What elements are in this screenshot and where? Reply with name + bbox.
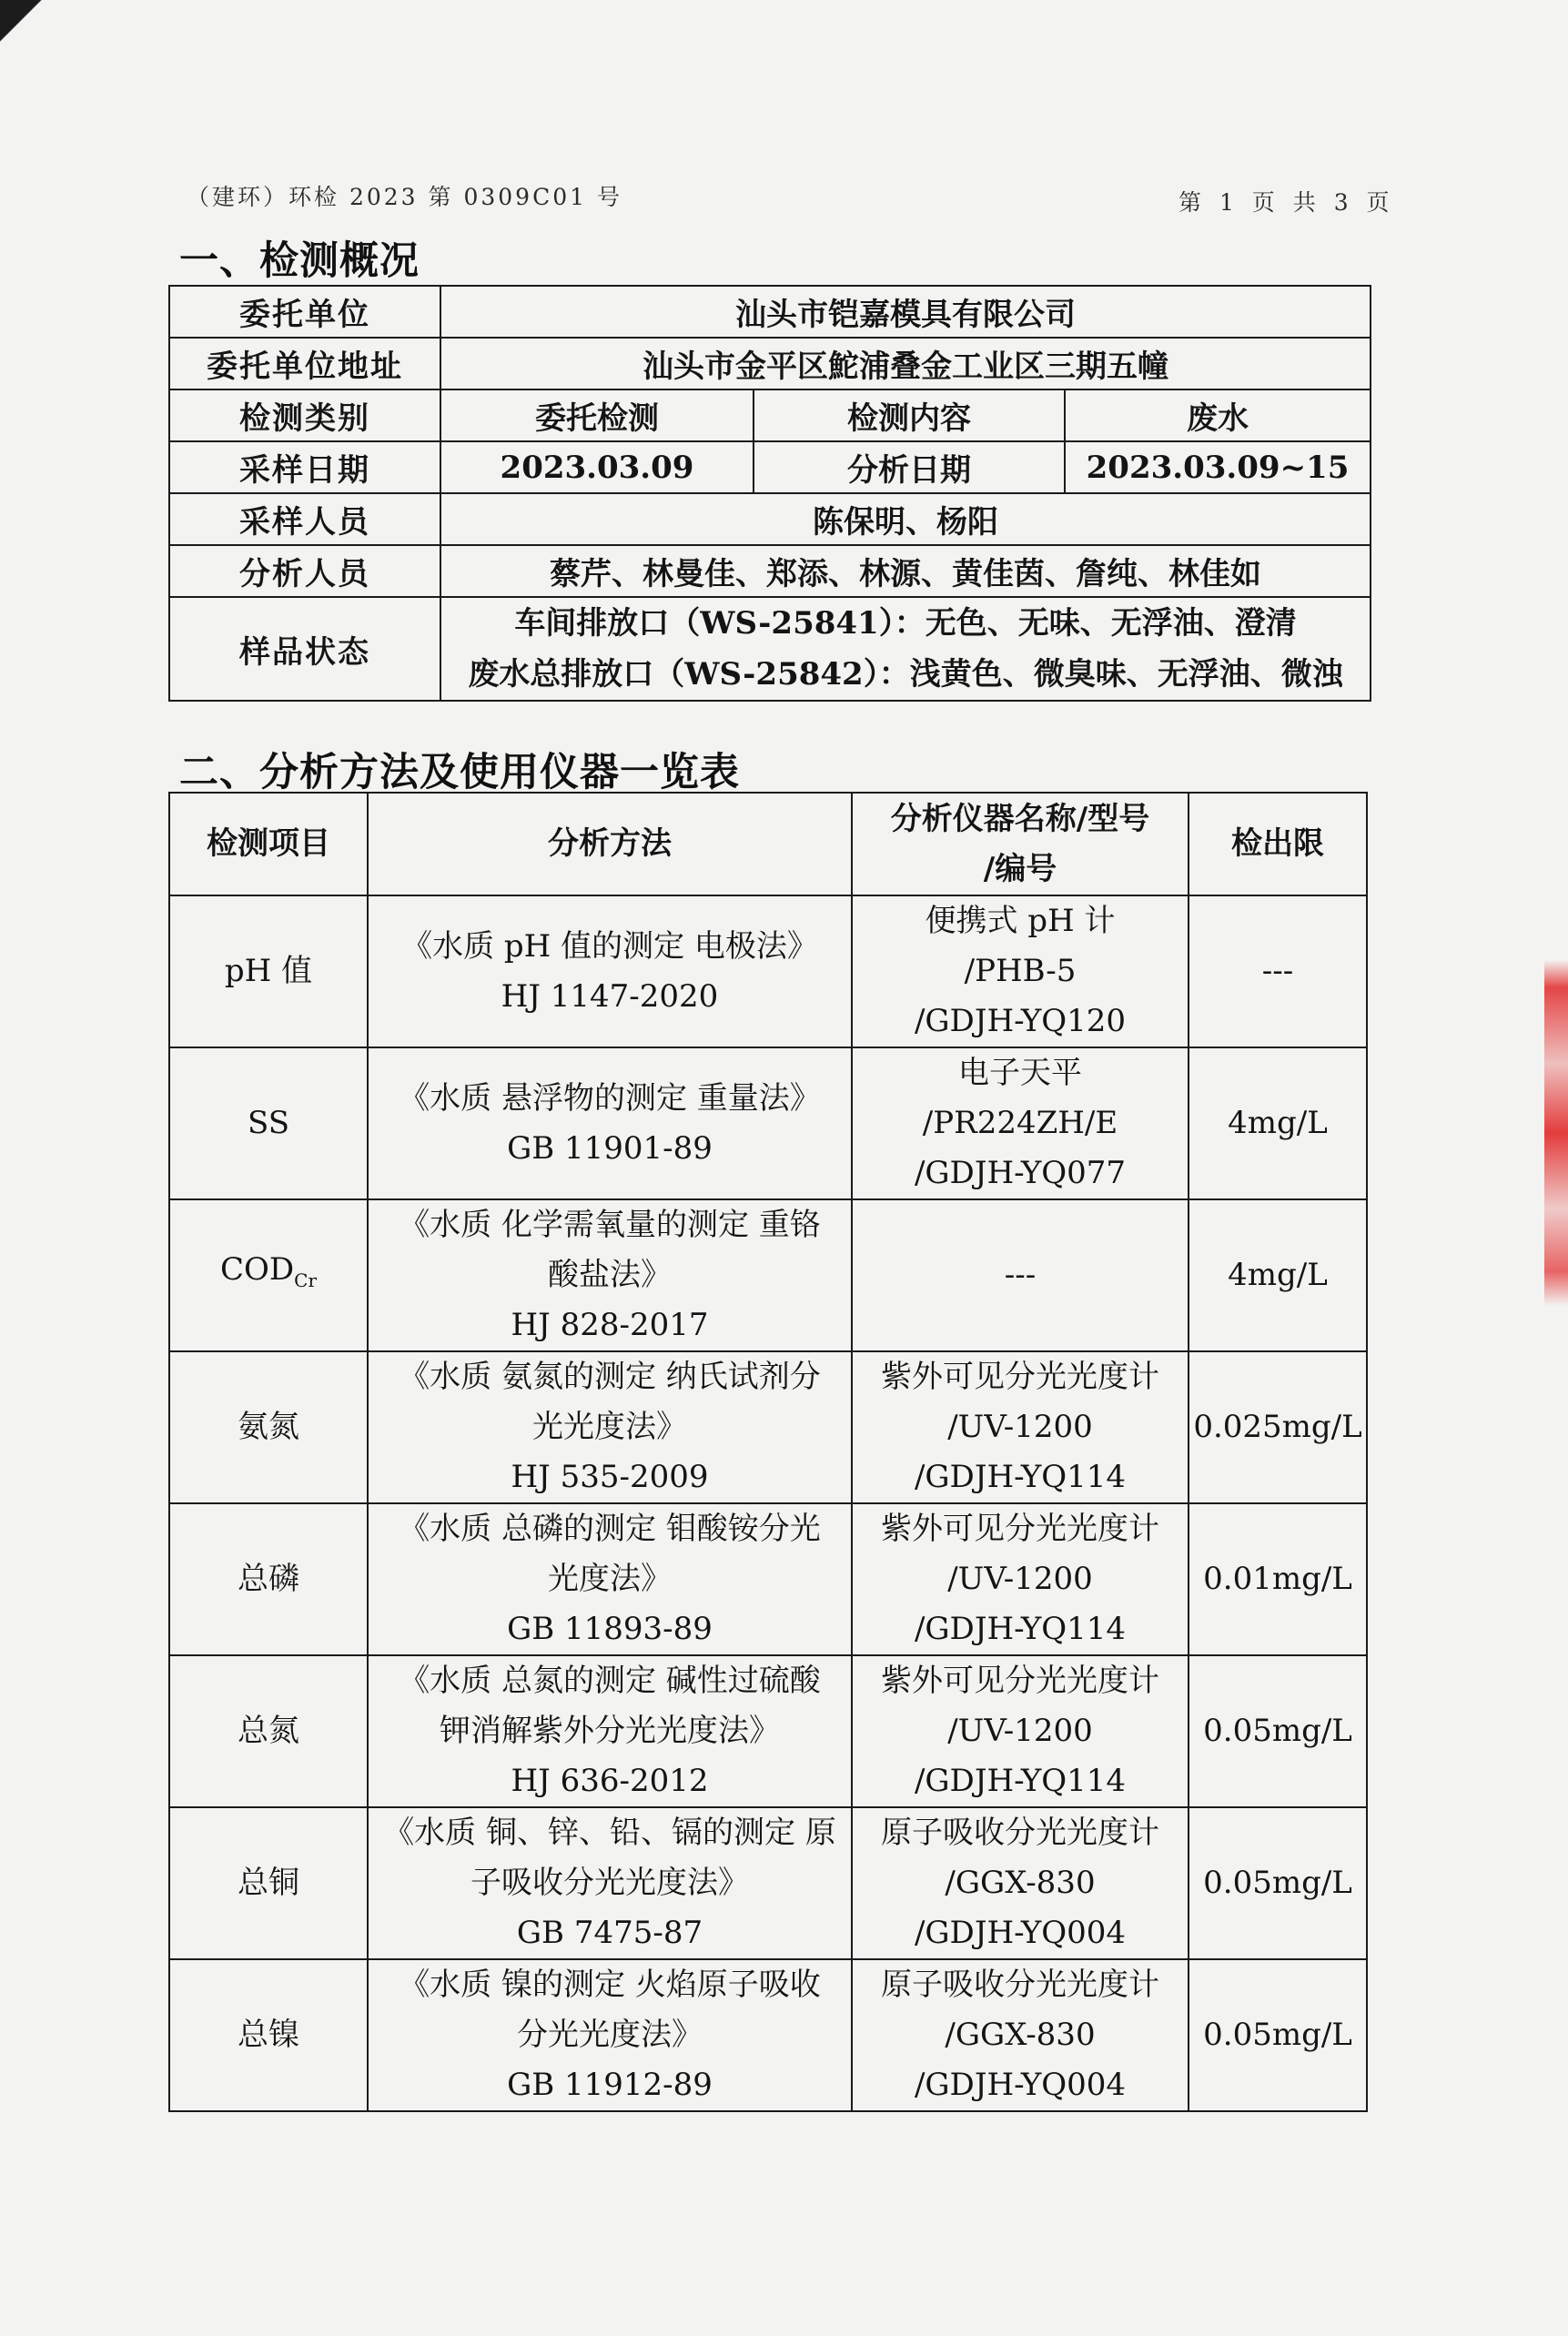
analysis-date-value: 2023.03.09~15 <box>1065 441 1371 493</box>
analysts-value: 蔡芹、林曼佳、郑添、林源、黄佳茵、詹纯、林佳如 <box>440 545 1371 597</box>
table-row <box>169 1959 1367 2111</box>
method-cell <box>368 1655 852 1807</box>
instrument-line: /UV-1200 <box>947 1409 1093 1445</box>
instrument-line: 电子天平 <box>958 1055 1082 1091</box>
table-row <box>169 895 1367 1047</box>
method-line: GB 7475-87 <box>516 1915 703 1951</box>
limit-cell: 0.01mg/L <box>1189 1503 1367 1655</box>
section-title-methods: 二、分析方法及使用仪器一览表 <box>179 750 740 795</box>
overview-row-samplers <box>169 493 1371 545</box>
table-row <box>169 1807 1367 1959</box>
client-label: 委托单位 <box>169 286 440 338</box>
method-line: HJ 535-2009 <box>511 1459 709 1495</box>
type-value: 委托检测 <box>440 389 754 441</box>
overview-row-dates <box>169 441 1371 493</box>
limit-cell: 0.05mg/L <box>1189 1655 1367 1807</box>
limit-cell: 0.05mg/L <box>1189 1959 1367 2111</box>
method-line: GB 11893-89 <box>507 1611 713 1647</box>
method-line: HJ 828-2017 <box>511 1307 709 1343</box>
method-line: HJ 1147-2020 <box>501 977 719 1015</box>
header-instrument <box>852 793 1189 895</box>
overview-row-type <box>169 389 1371 441</box>
table-row <box>169 1503 1367 1655</box>
instrument-line: /PR224ZH/E <box>922 1105 1118 1141</box>
item-cell: 总铜 <box>169 1807 368 1959</box>
report-number: （建环）环检 2023 第 0309C01 号 <box>187 184 622 210</box>
method-line: 《水质 pH 值的测定 电极法》 <box>401 927 818 965</box>
instrument-cell <box>852 1655 1189 1807</box>
instrument-cell <box>852 1959 1189 2111</box>
instrument-line: 紫外可见分光光度计 <box>881 1663 1159 1699</box>
method-line: GB 11901-89 <box>507 1129 713 1167</box>
method-line: 光光度法》 <box>532 1409 687 1445</box>
instrument-line: 原子吸收分光光度计 <box>881 1967 1159 2003</box>
method-cell <box>368 895 852 1047</box>
item-cell: 总镍 <box>169 1959 368 2111</box>
item-cell: 氨氮 <box>169 1351 368 1503</box>
overview-row-sample-state <box>169 597 1371 701</box>
analysis-date-label: 分析日期 <box>754 441 1065 493</box>
item-cell: pH 值 <box>169 895 368 1047</box>
sample-state-label: 样品状态 <box>169 597 440 701</box>
sample-state-value <box>440 597 1371 701</box>
limit-cell: 0.025mg/L <box>1189 1351 1367 1503</box>
method-line: GB 11912-89 <box>507 2067 713 2103</box>
sample-state-line-2: 废水总排放口（WS-25842）：浅黄色、微臭味、无浮油、微浊 <box>468 656 1343 693</box>
header-item: 检测项目 <box>169 793 368 895</box>
instrument-line: /GDJH-YQ120 <box>914 1003 1127 1039</box>
method-line: 《水质 总磷的测定 钼酸铵分光 <box>399 1511 821 1547</box>
instrument-line: /GDJH-YQ114 <box>914 1611 1127 1647</box>
address-label: 委托单位地址 <box>169 338 440 389</box>
content-label: 检测内容 <box>754 389 1065 441</box>
item-cell: SS <box>169 1047 368 1199</box>
samplers-value: 陈保明、杨阳 <box>440 493 1371 545</box>
type-label: 检测类别 <box>169 389 440 441</box>
item-cell <box>169 1199 368 1351</box>
instrument-line: /GGX-830 <box>945 1865 1096 1901</box>
header-method: 分析方法 <box>368 793 852 895</box>
instrument-line: 原子吸收分光光度计 <box>881 1815 1159 1851</box>
overview-row-analysts <box>169 545 1371 597</box>
method-line: 《水质 铜、锌、铅、镉的测定 原 <box>383 1815 836 1851</box>
instrument-line: /GDJH-YQ114 <box>914 1459 1127 1495</box>
method-cell <box>368 1959 852 2111</box>
instrument-cell: --- <box>852 1199 1189 1351</box>
instrument-line: 便携式 pH 计 <box>925 903 1116 939</box>
method-cell <box>368 1047 852 1199</box>
limit-cell: 4mg/L <box>1189 1047 1367 1199</box>
analysts-label: 分析人员 <box>169 545 440 597</box>
page-corner-shadow <box>0 0 64 64</box>
sampling-date-value: 2023.03.09 <box>440 441 754 493</box>
section-title-overview: 一、检测概况 <box>179 238 420 284</box>
instrument-line: /PHB-5 <box>964 953 1077 989</box>
instrument-line: /GDJH-YQ004 <box>914 1915 1127 1951</box>
samplers-label: 采样人员 <box>169 493 440 545</box>
method-cell <box>368 1351 852 1503</box>
method-line: 酸盐法》 <box>548 1257 672 1293</box>
header-limit: 检出限 <box>1189 793 1367 895</box>
method-line: 《水质 镍的测定 火焰原子吸收 <box>399 1967 821 2003</box>
instrument-line: /UV-1200 <box>947 1561 1093 1597</box>
item-cell: 总磷 <box>169 1503 368 1655</box>
header-instrument-line-1: 分析仪器名称/型号 <box>890 800 1150 837</box>
limit-cell: --- <box>1189 895 1367 1047</box>
overview-row-client <box>169 286 1371 338</box>
item-main: COD <box>219 1251 295 1289</box>
method-line: 《水质 悬浮物的测定 重量法》 <box>399 1079 821 1117</box>
method-cell <box>368 1503 852 1655</box>
method-line: 《水质 化学需氧量的测定 重铬 <box>399 1207 821 1243</box>
table-row <box>169 1351 1367 1503</box>
instrument-line: /GGX-830 <box>945 2017 1096 2053</box>
method-cell <box>368 1199 852 1351</box>
method-line: 子吸收分光光度法》 <box>470 1865 749 1901</box>
content-value: 废水 <box>1065 389 1371 441</box>
header-instrument-line-2: /编号 <box>983 850 1057 887</box>
limit-cell: 4mg/L <box>1189 1199 1367 1351</box>
method-line: 《水质 总氮的测定 碱性过硫酸 <box>399 1663 821 1699</box>
method-line: 钾消解紫外分光光度法》 <box>440 1713 780 1749</box>
method-line: HJ 636-2012 <box>511 1763 709 1799</box>
page-indicator: 第 1 页 共 3 页 <box>1179 189 1395 216</box>
item-subscript: Cr <box>294 1269 318 1291</box>
instrument-cell <box>852 1503 1189 1655</box>
method-line: 光度法》 <box>548 1561 672 1597</box>
limit-cell: 0.05mg/L <box>1189 1807 1367 1959</box>
address-value: 汕头市金平区鮀浦叠金工业区三期五幢 <box>440 338 1371 389</box>
table-row <box>169 1047 1367 1199</box>
method-line: 分光光度法》 <box>517 2017 703 2053</box>
item-cell: 总氮 <box>169 1655 368 1807</box>
instrument-cell <box>852 1807 1189 1959</box>
method-line: 《水质 氨氮的测定 纳氏试剂分 <box>399 1359 821 1395</box>
instrument-line: /GDJH-YQ077 <box>914 1155 1127 1191</box>
client-value: 汕头市铠嘉模具有限公司 <box>440 286 1371 338</box>
instrument-line: /UV-1200 <box>947 1713 1093 1749</box>
overview-table <box>168 285 1371 702</box>
overview-row-address <box>169 338 1371 389</box>
method-cell <box>368 1807 852 1959</box>
instrument-line: 紫外可见分光光度计 <box>881 1359 1159 1395</box>
sampling-date-label: 采样日期 <box>169 441 440 493</box>
instrument-line: /GDJH-YQ004 <box>914 2067 1127 2103</box>
instrument-cell <box>852 895 1189 1047</box>
sample-state-line-1: 车间排放口（WS-25841）：无色、无味、无浮油、澄清 <box>514 605 1297 642</box>
instrument-cell <box>852 1351 1189 1503</box>
table-row <box>169 1655 1367 1807</box>
methods-table <box>168 792 1368 2112</box>
table-row <box>169 1199 1367 1351</box>
methods-header-row <box>169 793 1367 895</box>
instrument-line: 紫外可见分光光度计 <box>881 1511 1159 1547</box>
instrument-line: /GDJH-YQ114 <box>914 1763 1127 1799</box>
instrument-cell <box>852 1047 1189 1199</box>
red-seal-stamp-edge <box>1544 960 1568 1306</box>
